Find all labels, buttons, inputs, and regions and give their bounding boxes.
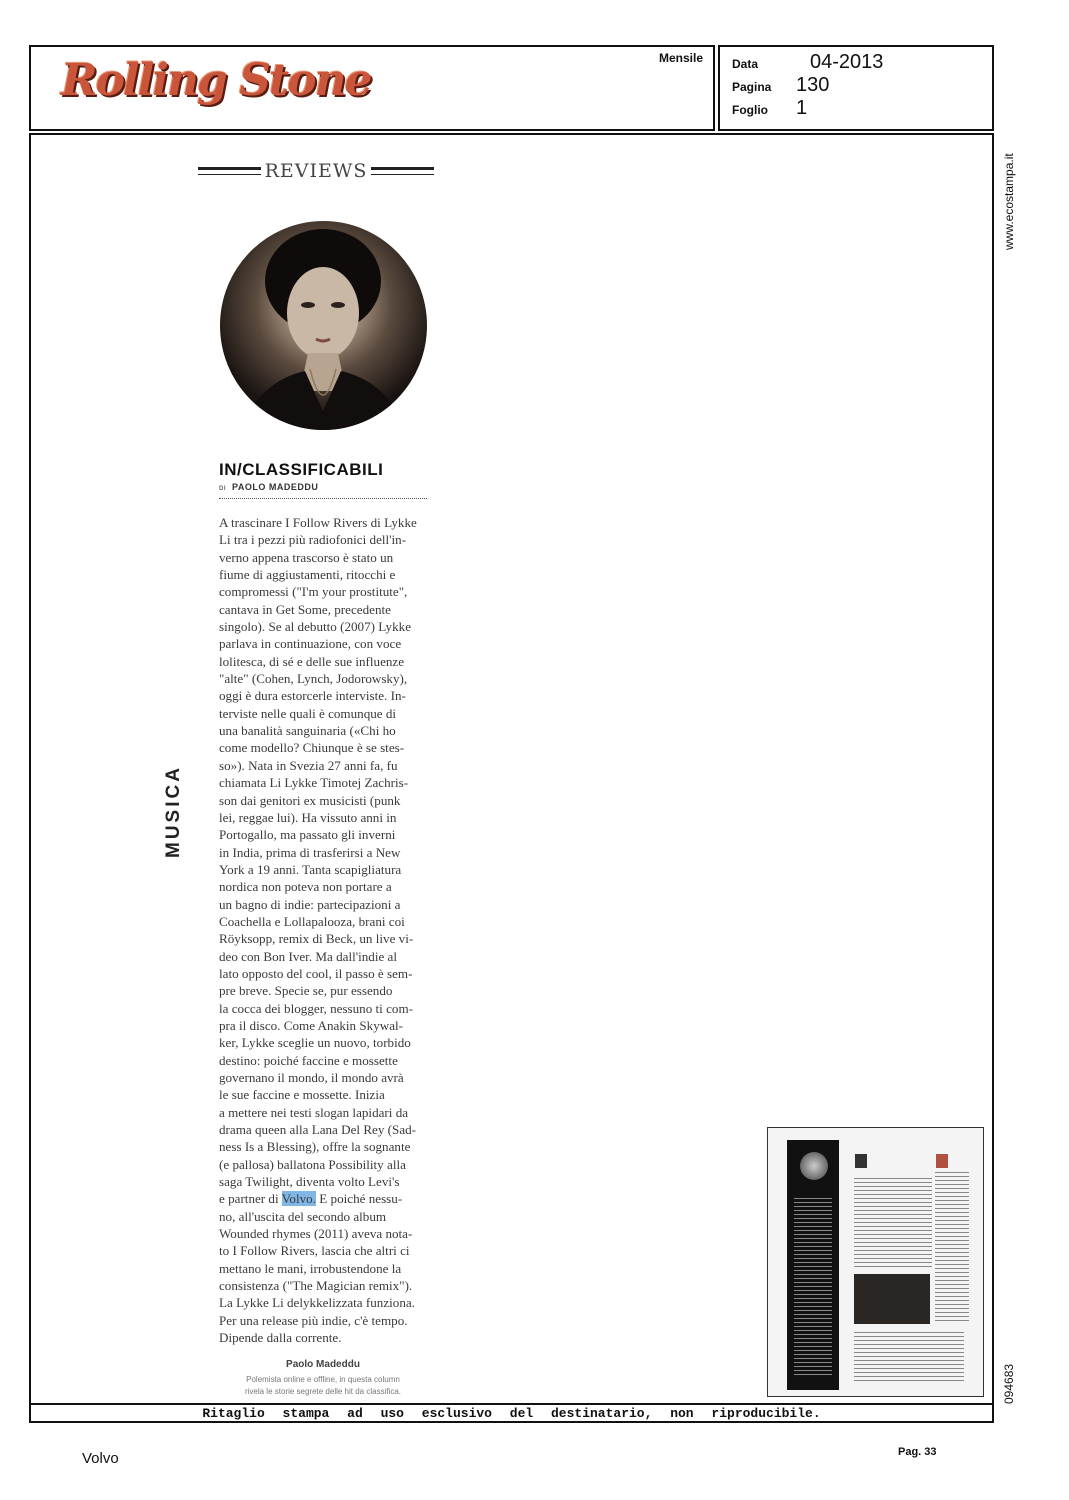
body-line: pra il disco. Come Anakin Skywal- — [219, 1017, 404, 1033]
body-line: Dipende dalla corrente. — [219, 1330, 342, 1346]
body-line: una banalità sanguinaria («Chi ho — [219, 723, 396, 739]
body-line: lato opposto del cool, il passo è sem- — [219, 965, 413, 981]
body-line: pre breve. Specie se, pur essendo — [219, 983, 393, 999]
clipping-code: 094683 — [1002, 1363, 1016, 1404]
body-line: verno appena trascorso è stato un — [219, 549, 394, 565]
portrait-figure — [220, 221, 427, 430]
section-rule-right — [371, 167, 434, 175]
disclaimer-text: Ritaglio stampa ad uso esclusivo del destinatario, non riproducibile. — [202, 1406, 821, 1421]
meta-row-data: Data 04-2013 — [732, 51, 884, 73]
body-line: destino: poiché faccine e mossette — [219, 1052, 398, 1068]
thumbnail-text-column — [794, 1198, 832, 1378]
meta-row-pagina: Pagina 130 — [732, 74, 830, 96]
section-rule-left — [198, 167, 261, 175]
author-portrait-photo — [220, 221, 427, 430]
body-line: deo con Bon Iver. Ma dall'indie al — [219, 948, 397, 964]
publication-meta-box — [718, 45, 994, 131]
body-line: La Lykke Li delykkelizzata funziona. — [219, 1295, 415, 1311]
body-line: A trascinare I Follow Rivers di Lykke — [219, 515, 417, 530]
body-line: so»). Nata in Svezia 27 anni fa, fu — [219, 757, 398, 773]
body-line: consistenza ("The Magician remix"). — [219, 1278, 413, 1294]
body-line: governano il mondo, il mondo avrà — [219, 1070, 404, 1085]
body-line: chiamata Li Lykke Timotej Zachris- — [219, 775, 409, 791]
body-line: nordica non poteva non portare a — [219, 879, 392, 895]
body-line: lolitesca, di sé e delle sue influenze — [219, 653, 405, 669]
body-line: fiume di aggiustamenti, ritocchi e — [219, 567, 396, 583]
article-body — [219, 514, 427, 1347]
thumbnail-album-cover — [855, 1154, 867, 1168]
brand-label: Volvo — [82, 1450, 119, 1467]
thumbnail-portrait — [800, 1152, 828, 1180]
body-line: compromessi ("I'm your prostitute", — [219, 584, 408, 600]
body-line: le sue faccine e mossette. Inizia — [219, 1087, 385, 1103]
body-line: terviste nelle quali è comunque di — [219, 705, 397, 721]
dotted-divider — [219, 498, 427, 499]
body-line: Li tra i pezzi più radiofonici dell'in- — [219, 532, 407, 548]
body-line: Röyksopp, remix di Beck, un live vi- — [219, 931, 414, 947]
article-title: IN/CLASSIFICABILI — [219, 460, 384, 479]
body-line: drama queen alla Lana Del Rey (Sad- — [219, 1122, 417, 1138]
body-line: "alte" (Cohen, Lynch, Jodorowsky), — [219, 671, 408, 687]
author-note: Polemista online e offline, in questa column rivela le storie segrete delle hit da classifica. — [244, 1375, 402, 1396]
body-line: a mettere nei testi slogan lapidari da — [219, 1104, 409, 1120]
body-line: oggi è dura estorcerle interviste. In- — [219, 688, 406, 704]
footer-divider — [29, 1403, 994, 1405]
body-line: ker, Lykke sceglie un nuovo, torbido — [219, 1035, 411, 1051]
page-number: Pag. 33 — [898, 1446, 937, 1458]
body-line: York a 19 anni. Tanta scapigliatura — [219, 861, 402, 877]
date-value: 04-2013 — [810, 51, 884, 73]
body-line: to I Follow Rivers, lascia che altri ci — [219, 1243, 410, 1259]
body-line: come modello? Chiunque è se stes- — [219, 740, 405, 756]
body-line: Wounded rhymes (2011) aveva nota- — [219, 1226, 413, 1242]
meta-row-foglio: Foglio 1 — [732, 97, 808, 119]
section-title: REVIEWS — [198, 160, 434, 182]
frequency-label: Mensile — [658, 51, 703, 65]
body-line: e partner di Volvo. E poiché nessu- — [219, 1191, 403, 1207]
highlighted-keyword: Volvo. — [281, 1191, 316, 1207]
body-line: un bagno di indie: partecipazioni a — [219, 896, 401, 912]
body-line: lei, reggae lui). Ha vissuto anni in — [219, 809, 397, 825]
body-line: cantava in Get Some, precedente — [219, 601, 391, 617]
body-line: la cocca dei blogger, nessuno ti com- — [219, 1000, 413, 1016]
masthead-box — [29, 45, 715, 131]
body-line: saga Twilight, diventa volto Levi's — [219, 1174, 400, 1190]
body-line: parlava in continuazione, con voce — [219, 636, 402, 652]
author-name: Paolo Madeddu — [286, 1359, 360, 1370]
rolling-stone-logo: Rolling Stone — [61, 55, 371, 106]
body-line: Per una release più indie, c'è tempo. — [219, 1312, 408, 1328]
body-line: mettano le mani, irrobustendone la — [219, 1260, 402, 1276]
thumbnail-text-block — [854, 1332, 964, 1382]
source-url: www.ecostampa.it — [1002, 153, 1016, 250]
page-thumbnail — [767, 1127, 984, 1397]
body-line: (e pallosa) ballatona Possibility alla — [219, 1156, 406, 1172]
body-line: ness Is a Blessing), offre la sognante — [219, 1139, 411, 1155]
body-line: no, all'uscita del secondo album — [219, 1208, 387, 1224]
body-line: singolo). Se al debutto (2007) Lykke — [219, 619, 412, 635]
section-vertical-label: MUSICA — [163, 765, 184, 858]
sheet-value: 1 — [796, 97, 808, 119]
page-value: 130 — [796, 74, 830, 96]
thumbnail-album-cover — [936, 1154, 948, 1168]
body-line: Coachella e Lollapalooza, brani coi — [219, 913, 405, 929]
body-line: Portogallo, ma passato gli inverni — [219, 827, 396, 843]
thumbnail-photo — [854, 1274, 930, 1324]
thumbnail-text-block — [854, 1178, 932, 1270]
body-line: son dai genitori ex musicisti (punk — [219, 792, 401, 808]
body-line: in India, prima di trasferirsi a New — [219, 844, 401, 860]
byline: DI PAOLO MADEDDU — [219, 482, 319, 492]
thumbnail-text-block — [935, 1172, 969, 1322]
